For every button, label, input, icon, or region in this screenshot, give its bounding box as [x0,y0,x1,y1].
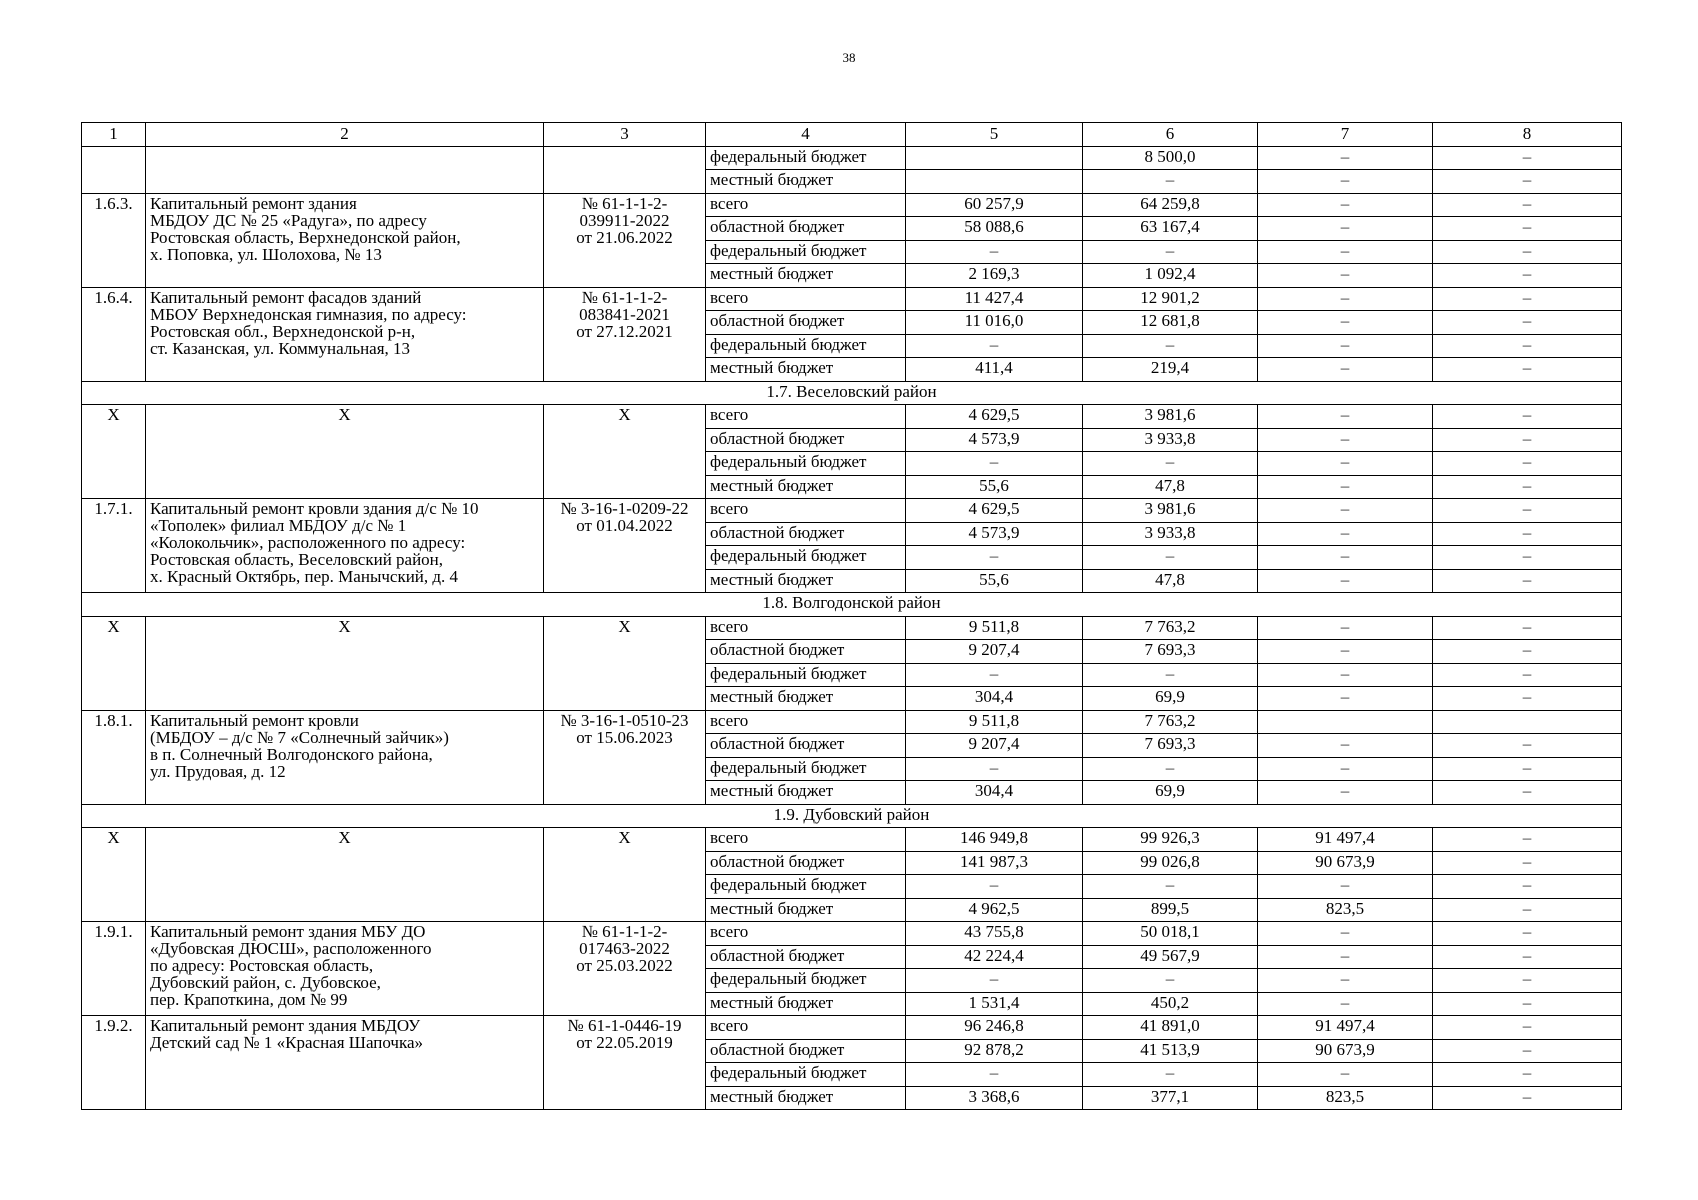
document-line: Х [618,405,631,424]
value-col7: – [1258,452,1433,476]
value-col8: – [1433,452,1622,476]
document-line: от 01.04.2022 [576,516,673,535]
value-col5: 4 573,9 [906,428,1083,452]
object-name [146,287,544,381]
value-col8: – [1433,663,1622,687]
value-col6: – [1083,663,1258,687]
value-col5: 58 088,6 [906,217,1083,241]
value-col5: 9 207,4 [906,640,1083,664]
value-col8: – [1433,428,1622,452]
value-col5: 141 987,3 [906,851,1083,875]
value-col8: – [1433,170,1622,194]
document-line: Х [618,828,631,847]
document-line: № 61-1-1-2- [581,193,668,213]
value-col8: – [1433,992,1622,1016]
object-name-line: х. Красный Октябрь, пер. Манычский, д. 4 [150,567,459,586]
value-col8: – [1433,781,1622,805]
value-col5: 9 511,8 [906,710,1083,734]
object-name-line: пер. Крапоткина, дом № 99 [150,990,348,1009]
page-number: 38 [842,50,856,65]
object-name-line: Капитальный ремонт здания [150,193,357,213]
value-col5: 43 755,8 [906,922,1083,946]
value-col6: 47,8 [1083,475,1258,499]
value-col8: – [1433,922,1622,946]
value-col7: 823,5 [1258,898,1433,922]
value-col6: 12 901,2 [1083,287,1258,311]
value-col8: – [1433,569,1622,593]
value-col7: – [1258,781,1433,805]
object-name-line: Ростовская область, Верхнедонской район, [150,227,461,247]
object-name-line: МБДОУ ДС № 25 «Радуга», по адресу [150,210,427,230]
value-col8: – [1433,875,1622,899]
row-number: Х [82,828,146,922]
value-col7: – [1258,264,1433,288]
budget-source: федеральный бюджет [706,969,906,993]
column-number-row [82,123,1622,147]
value-col7: – [1258,1063,1433,1087]
value-col6: 41 513,9 [1083,1039,1258,1063]
object-name [146,193,544,287]
cont-number-cell [82,146,146,193]
budget-source: федеральный бюджет [706,757,906,781]
value-col7: – [1258,522,1433,546]
object-name-line: «Тополек» филиал МБДОУ д/с № 1 [150,516,407,535]
value-col6: 49 567,9 [1083,945,1258,969]
column-header: 2 [146,123,544,147]
object-name-line: Капитальный ремонт здания МБУ ДО [150,922,426,941]
value-col5: – [906,1063,1083,1087]
value-col7: – [1258,358,1433,382]
value-col5: 96 246,8 [906,1016,1083,1040]
value-col5: 55,6 [906,475,1083,499]
document-number [544,499,706,593]
value-col7: – [1258,757,1433,781]
column-header: 1 [82,123,146,147]
value-col6: 50 018,1 [1083,922,1258,946]
document-line: № 61-1-1-2- [581,922,668,941]
table-row [82,710,1622,734]
budget-source: федеральный бюджет [706,240,906,264]
object-name-line: Х [338,828,351,847]
value-col6: 7 693,3 [1083,640,1258,664]
value-col6: – [1083,875,1258,899]
row-number: 1.6.3. [82,193,146,287]
value-col5: – [906,875,1083,899]
value-col8: – [1433,945,1622,969]
value-col7: – [1258,193,1433,217]
table-row [82,287,1622,311]
budget-source: всего [706,922,906,946]
value-col8: – [1433,616,1622,640]
document-line: от 25.03.2022 [576,956,673,975]
value-col8: – [1433,264,1622,288]
value-col7: 91 497,4 [1258,828,1433,852]
value-col8: – [1433,1039,1622,1063]
value-col5: 304,4 [906,781,1083,805]
value-col7: – [1258,146,1433,170]
table-row [82,828,1622,852]
budget-source: всего [706,193,906,217]
document-line: 039911-2022 [579,210,670,230]
value-col7: – [1258,616,1433,640]
table-row [82,922,1622,946]
column-header: 5 [906,123,1083,147]
object-name-line: Ростовская обл., Верхнедонской р-н, [150,321,416,341]
object-name-line: «Колокольчик», расположенного по адресу: [150,533,466,552]
value-col5: 55,6 [906,569,1083,593]
row-number: 1.8.1. [82,710,146,804]
value-col5: – [906,240,1083,264]
value-col7: – [1258,945,1433,969]
budget-source: областной бюджет [706,217,906,241]
object-name-line: Дубовский район, с. Дубовское, [150,973,381,992]
budget-source: областной бюджет [706,428,906,452]
budget-source: всего [706,1016,906,1040]
value-col8: – [1433,640,1622,664]
value-col7 [1258,710,1433,734]
object-name [146,828,544,922]
value-col5: 411,4 [906,358,1083,382]
value-col8: – [1433,334,1622,358]
budget-source: всего [706,405,906,429]
budget-source: областной бюджет [706,522,906,546]
table-row [82,146,1622,170]
budget-source: областной бюджет [706,311,906,335]
value-col7: 91 497,4 [1258,1016,1433,1040]
budget-source: федеральный бюджет [706,146,906,170]
value-col8: – [1433,546,1622,570]
value-col8: – [1433,851,1622,875]
value-col6: 899,5 [1083,898,1258,922]
value-col7: – [1258,875,1433,899]
budget-table [81,122,1622,1110]
value-col5: – [906,969,1083,993]
value-col8: – [1433,1063,1622,1087]
value-col6: 69,9 [1083,781,1258,805]
object-name-line: Капитальный ремонт фасадов зданий [150,287,422,307]
value-col7: – [1258,475,1433,499]
value-col8: – [1433,311,1622,335]
value-col5: – [906,663,1083,687]
object-name-line: х. Поповка, ул. Шолохова, № 13 [150,244,382,264]
section-title: 1.7. Веселовский район [82,381,1622,405]
value-col6: 219,4 [1083,358,1258,382]
budget-source: областной бюджет [706,851,906,875]
document-number [544,710,706,804]
value-col6: 1 092,4 [1083,264,1258,288]
value-col7: – [1258,734,1433,758]
table-row [82,405,1622,429]
value-col6: 7 763,2 [1083,710,1258,734]
object-name-line: «Дубовская ДЮСШ», расположенного [150,939,432,958]
object-name [146,405,544,499]
table-body [82,146,1622,1110]
section-heading-row [82,593,1622,617]
value-col5 [906,146,1083,170]
value-col6: 377,1 [1083,1086,1258,1110]
object-name-line: Х [338,405,351,424]
table-row [82,193,1622,217]
value-col6: – [1083,240,1258,264]
value-col7: – [1258,546,1433,570]
column-header: 6 [1083,123,1258,147]
value-col7: – [1258,687,1433,711]
value-col7: – [1258,969,1433,993]
value-col5: 4 629,5 [906,405,1083,429]
budget-source: местный бюджет [706,1086,906,1110]
object-name-line: ул. Прудовая, д. 12 [150,761,286,781]
value-col5: 4 629,5 [906,499,1083,523]
object-name-line: ст. Казанская, ул. Коммунальная, 13 [150,338,411,358]
value-col8: – [1433,898,1622,922]
column-header: 4 [706,123,906,147]
value-col7: – [1258,311,1433,335]
value-col6: 7 693,3 [1083,734,1258,758]
budget-source: местный бюджет [706,170,906,194]
cont-document-cell [544,146,706,193]
document-number [544,287,706,381]
value-col6: 3 981,6 [1083,499,1258,523]
document-number [544,193,706,287]
budget-source: федеральный бюджет [706,663,906,687]
budget-source: федеральный бюджет [706,546,906,570]
value-col7: – [1258,640,1433,664]
value-col5: 4 962,5 [906,898,1083,922]
value-col7: – [1258,922,1433,946]
value-col7: 823,5 [1258,1086,1433,1110]
value-col7: 90 673,9 [1258,851,1433,875]
value-col6: 64 259,8 [1083,193,1258,217]
value-col8: – [1433,217,1622,241]
value-col6: – [1083,546,1258,570]
object-name-line: Х [338,616,351,636]
value-col7: – [1258,992,1433,1016]
row-number: 1.6.4. [82,287,146,381]
column-header: 8 [1433,123,1622,147]
value-col8: – [1433,522,1622,546]
object-name [146,710,544,804]
section-title: 1.9. Дубовский район [82,804,1622,828]
object-name [146,616,544,710]
value-col8: – [1433,687,1622,711]
value-col8: – [1433,1086,1622,1110]
cont-name-cell [146,146,544,193]
value-col5: 2 169,3 [906,264,1083,288]
value-col8: – [1433,1016,1622,1040]
value-col6: 8 500,0 [1083,146,1258,170]
budget-source: местный бюджет [706,569,906,593]
value-col8 [1433,710,1622,734]
document-line: Х [618,616,631,636]
document-line: № 3-16-1-0510-23 [560,710,689,730]
value-col8: – [1433,499,1622,523]
document-number [544,1016,706,1110]
value-col7: – [1258,240,1433,264]
budget-source: местный бюджет [706,358,906,382]
budget-source: федеральный бюджет [706,1063,906,1087]
object-name-line: по адресу: Ростовская область, [150,956,374,975]
column-header: 7 [1258,123,1433,147]
budget-source: местный бюджет [706,781,906,805]
object-name-line: МБОУ Верхнедонская гимназия, по адресу: [150,304,467,324]
value-col6: 63 167,4 [1083,217,1258,241]
budget-source: местный бюджет [706,992,906,1016]
object-name-line: Капитальный ремонт кровли [150,710,359,730]
object-name [146,1016,544,1110]
budget-source: всего [706,287,906,311]
value-col5: 1 531,4 [906,992,1083,1016]
document-line: от 15.06.2023 [576,727,673,747]
value-col5: – [906,452,1083,476]
value-col7: – [1258,217,1433,241]
document-line: № 61-1-1-2- [581,287,668,307]
document-line: № 3-16-1-0209-22 [560,499,689,518]
value-col5: 92 878,2 [906,1039,1083,1063]
value-col8: – [1433,287,1622,311]
object-name [146,922,544,1016]
value-col8: – [1433,828,1622,852]
value-col6: 99 926,3 [1083,828,1258,852]
value-col7: 90 673,9 [1258,1039,1433,1063]
value-col6: 12 681,8 [1083,311,1258,335]
value-col5: – [906,757,1083,781]
document-line: 083841-2021 [579,304,670,324]
value-col8: – [1433,475,1622,499]
value-col5: – [906,546,1083,570]
value-col7: – [1258,287,1433,311]
value-col5: 3 368,6 [906,1086,1083,1110]
value-col5 [906,170,1083,194]
document-number [544,405,706,499]
value-col7: – [1258,334,1433,358]
value-col5: 9 511,8 [906,616,1083,640]
budget-source: местный бюджет [706,898,906,922]
section-heading-row [82,381,1622,405]
budget-source: местный бюджет [706,475,906,499]
value-col5: 11 427,4 [906,287,1083,311]
value-col8: – [1433,146,1622,170]
document-line: № 61-1-0446-19 [567,1016,682,1035]
budget-source: федеральный бюджет [706,334,906,358]
row-number: 1.9.2. [82,1016,146,1110]
document-line: от 27.12.2021 [576,321,673,341]
value-col6: 99 026,8 [1083,851,1258,875]
object-name [146,499,544,593]
value-col5: 146 949,8 [906,828,1083,852]
object-name-line: (МБДОУ – д/с № 7 «Солнечный зайчик») [150,727,449,747]
value-col7: – [1258,499,1433,523]
value-col8: – [1433,358,1622,382]
value-col6: – [1083,452,1258,476]
section-heading-row [82,804,1622,828]
value-col6: 3 981,6 [1083,405,1258,429]
value-col6: 41 891,0 [1083,1016,1258,1040]
value-col6: 69,9 [1083,687,1258,711]
column-header: 3 [544,123,706,147]
budget-source: всего [706,499,906,523]
value-col5: – [906,334,1083,358]
row-number: 1.9.1. [82,922,146,1016]
budget-source: всего [706,828,906,852]
object-name-line: Капитальный ремонт кровли здания д/с № 10 [150,499,479,518]
budget-source: местный бюджет [706,264,906,288]
section-title: 1.8. Волгодонской район [82,593,1622,617]
value-col6: 47,8 [1083,569,1258,593]
value-col6: – [1083,969,1258,993]
value-col7: – [1258,405,1433,429]
budget-source: федеральный бюджет [706,875,906,899]
value-col5: 9 207,4 [906,734,1083,758]
table-row [82,616,1622,640]
value-col6: – [1083,170,1258,194]
value-col7: – [1258,428,1433,452]
budget-source: всего [706,616,906,640]
value-col5: 42 224,4 [906,945,1083,969]
budget-source: областной бюджет [706,640,906,664]
value-col6: – [1083,757,1258,781]
budget-source: местный бюджет [706,687,906,711]
value-col8: – [1433,193,1622,217]
document-number [544,828,706,922]
document-line: от 22.05.2019 [576,1033,673,1052]
value-col5: 304,4 [906,687,1083,711]
value-col8: – [1433,240,1622,264]
object-name-line: Капитальный ремонт здания МБДОУ [150,1016,421,1035]
row-number: Х [82,616,146,710]
budget-source: федеральный бюджет [706,452,906,476]
value-col5: 11 016,0 [906,311,1083,335]
document-line: 017463-2022 [579,939,670,958]
budget-source: областной бюджет [706,734,906,758]
table-row [82,1016,1622,1040]
value-col5: 4 573,9 [906,522,1083,546]
document-number [544,616,706,710]
value-col6: 450,2 [1083,992,1258,1016]
budget-source: областной бюджет [706,1039,906,1063]
value-col6: 3 933,8 [1083,428,1258,452]
budget-source: областной бюджет [706,945,906,969]
value-col8: – [1433,405,1622,429]
table-row [82,499,1622,523]
object-name-line: Детский сад № 1 «Красная Шапочка» [150,1033,424,1052]
value-col6: 7 763,2 [1083,616,1258,640]
object-name-line: Ростовская область, Веселовский район, [150,550,444,569]
value-col7: – [1258,170,1433,194]
value-col8: – [1433,757,1622,781]
value-col8: – [1433,969,1622,993]
value-col5: 60 257,9 [906,193,1083,217]
value-col6: 3 933,8 [1083,522,1258,546]
row-number: Х [82,405,146,499]
document-number [544,922,706,1016]
value-col8: – [1433,734,1622,758]
document-line: от 21.06.2022 [576,227,673,247]
value-col6: – [1083,1063,1258,1087]
budget-source: всего [706,710,906,734]
object-name-line: в п. Солнечный Волгодонского района, [150,744,433,764]
row-number: 1.7.1. [82,499,146,593]
value-col7: – [1258,663,1433,687]
value-col7: – [1258,569,1433,593]
value-col6: – [1083,334,1258,358]
